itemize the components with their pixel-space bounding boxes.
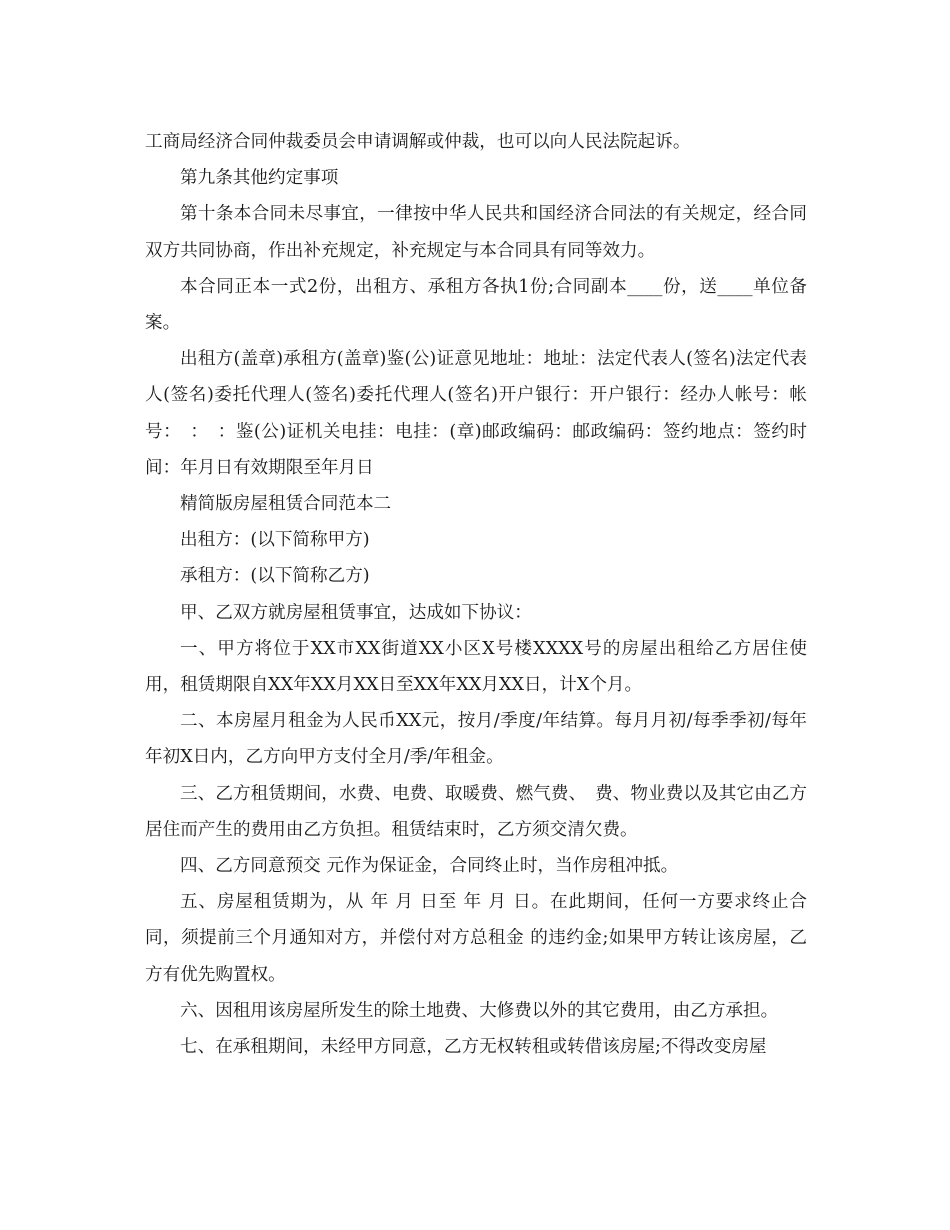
clause-4: 四、乙方同意预交 元作为保证金，合同终止时，当作房租冲抵。	[180, 856, 679, 877]
clause-7: 七、在承租期间，未经甲方同意，乙方无权转租或转借该房屋;不得改变房屋	[180, 1037, 767, 1058]
paragraph-article-9: 第九条其他约定事项	[180, 168, 339, 189]
section-title-template-two: 精简版房屋租赁合同范本二	[180, 494, 392, 515]
clause-3: 三、乙方租赁期间，水费、电费、取暖费、燃气费、 费、物业费以及其它由乙方居住而产生的费用由乙方负担。租赁结束时，乙方须交清欠费。	[145, 783, 807, 840]
paragraph-agreement-intro: 甲、乙双方就房屋租赁事宜，达成如下协议：	[180, 602, 532, 623]
paragraph-signature-block: 出租方(盖章)承租方(盖章)鉴(公)证意见地址：地址：法定代表人(签名)法定代表人(签名)委托代理人(签名)委托代理人(签名)开户银行：开户银行：经办人帐号：帐号： ： ：鉴(公)证机关电挂：电挂：(章)邮政编码：邮政编码：签约地点：签约时间：年月日有效期限至年月日	[145, 349, 807, 478]
clause-1: 一、甲方将位于XX市XX街道XX小区X号楼XXXX号的房屋出租给乙方居住使用，租赁期限自XX年XX月XX日至XX年XX月XX日，计X个月。	[145, 638, 807, 696]
party-lessee: 承租方：(以下简称乙方)	[180, 566, 370, 587]
paragraph-arbitration-continued: 工商局经济合同仲裁委员会申请调解或仲裁，也可以向人民法院起诉。	[145, 132, 691, 152]
document-body	[145, 124, 807, 1065]
clause-2: 二、本房屋月租金为人民币XX元，按月/季度/年结算。每月月初/每季季初/每年年初X日内，乙方向甲方支付全月/季/年租金。	[145, 711, 807, 768]
party-lessor: 出租方：(以下简称甲方)	[180, 530, 370, 551]
paragraph-article-10: 第十条本合同未尽事宜，一律按中华人民共和国经济合同法的有关规定，经合同双方共同协商，作出补充规定，补充规定与本合同具有同等效力。	[145, 204, 807, 261]
paragraph-copies: 本合同正本一式2份，出租方、承租方各执1份;合同副本____份，送____单位备案。	[145, 276, 807, 334]
clause-6: 六、因租用该房屋所发生的除土地费、大修费以外的其它费用，由乙方承担。	[180, 1000, 779, 1021]
clause-5: 五、房屋租赁期为，从 年 月 日至 年 月 日。在此期间，任何一方要求终止合同，须提前三个月通知对方，并偿付对方总租金 的违约金;如果甲方转让该房屋，乙方有优先购置权。	[145, 892, 807, 985]
